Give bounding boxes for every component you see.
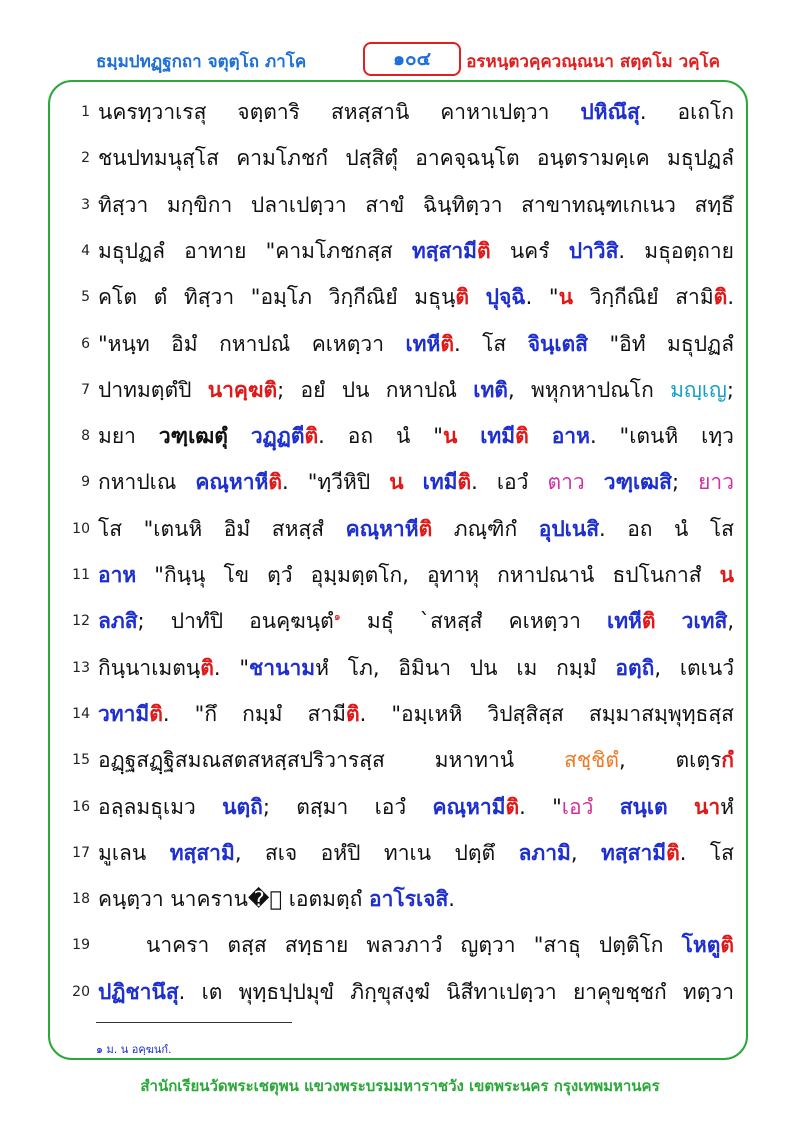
highlighted-word: ๑ <box>333 610 341 624</box>
highlighted-word: ปุจฺฉิ <box>485 285 526 310</box>
book-title: ธมฺมปทฏฺฐกถา จตุตฺโถ ภาโค <box>96 52 307 72</box>
text-line <box>48 136 748 176</box>
text-segment: , ตเตฺร <box>619 748 722 773</box>
highlighted-word: ชานาม <box>249 655 316 680</box>
highlighted-word: ติ <box>200 655 214 680</box>
text-segment: อลฺลมธุเมว <box>98 794 223 819</box>
text-segment: , <box>727 609 734 634</box>
highlighted-word: ทสฺสามี <box>411 238 478 263</box>
line-number: 6 <box>81 335 90 352</box>
text-segment: , สเจ อหํปิ ทาเน ปตฺตึ <box>234 840 519 865</box>
highlighted-word: ติ <box>149 701 163 726</box>
highlighted-word: วฑฺเฒตุํ <box>158 424 228 449</box>
highlighted-word: วฏฺฏ <box>250 424 291 449</box>
highlighted-word: ติ <box>505 794 520 819</box>
highlighted-word: โหตู <box>681 933 721 958</box>
line-number: 9 <box>81 474 90 491</box>
line-text <box>98 559 734 592</box>
text-line <box>48 368 748 408</box>
text-segment: "อิทํ มธุปฏลํ <box>587 331 734 356</box>
highlighted-word: เทมี <box>422 470 458 495</box>
text-segment: มธุํ `สหสฺสํ คเหตฺวา <box>340 609 608 634</box>
text-segment: คนฺตฺวา นาคราน�ํ เอตมตฺถํ <box>98 887 370 912</box>
text-segment: ปาทมตฺตํปิ <box>98 377 208 402</box>
text-segment: , เตเนวํ <box>654 655 734 680</box>
text-line <box>48 923 748 963</box>
highlighted-word: ยาว <box>698 470 734 495</box>
text-segment: ภณฺฑิกํ <box>432 516 539 541</box>
highlighted-word: ตี <box>290 424 305 449</box>
line-number: 20 <box>72 983 90 1000</box>
text-line <box>48 275 748 315</box>
text-segment <box>593 795 619 819</box>
footnote: ๑ ม. น อคฺฆนกํ. <box>96 1043 172 1056</box>
text-segment: . เอวํ <box>471 470 548 495</box>
line-text <box>98 791 734 824</box>
highlighted-word: คณฺหาหี <box>195 470 269 495</box>
text-segment <box>585 470 604 494</box>
page-footer: สำนักเรียนวัดพระเชตุพน แขวงพระบรมมหาราชวัง เขตพระนคร กรุงเทพมหานคร <box>140 1077 660 1095</box>
text-segment: มูเลน <box>98 840 170 865</box>
text-segment: ชนปทมนุสฺโส คามโภชกํ ปสฺสิตุํ อาคจฺฉนฺโต อนฺตรามคฺเค มธุปฏลํ <box>98 146 734 171</box>
text-segment: หํ โภ, อิมินา ปน เม กมฺมํ <box>315 655 616 680</box>
text-segment: นครํ <box>490 238 569 263</box>
highlighted-word: วทามี <box>98 701 150 726</box>
highlighted-word: ติ <box>455 285 469 310</box>
page-header <box>0 40 800 80</box>
highlighted-word: ทสฺสามี <box>601 840 667 865</box>
text-line <box>48 553 748 593</box>
highlighted-word: ติ <box>477 238 491 263</box>
text-segment: . <box>727 285 734 310</box>
line-text <box>98 837 734 870</box>
text-segment: คโต ตํ ทิสฺวา "อมฺโภ วิกฺกีณิยํ มธุนฺ <box>98 285 456 310</box>
text-line <box>48 877 748 917</box>
highlighted-word: สนฺเต <box>619 794 668 819</box>
line-number: 16 <box>72 798 90 815</box>
highlighted-word: ติ <box>515 424 529 449</box>
text-segment: . โส <box>679 840 734 865</box>
line-text <box>98 929 734 962</box>
line-number: 12 <box>72 613 90 630</box>
line-number: 4 <box>81 242 90 259</box>
line-text <box>98 976 734 1009</box>
text-segment: . "กึ กมฺมํ สามี <box>162 701 347 726</box>
highlighted-word: วฑฺเฒสิ <box>603 470 672 495</box>
text-line <box>48 460 748 500</box>
highlighted-word: อาโรเจสิ <box>369 887 449 912</box>
line-number: 8 <box>81 428 90 445</box>
text-line <box>48 692 748 732</box>
text-line <box>48 785 748 825</box>
text-line <box>48 831 748 871</box>
line-number: 5 <box>81 289 90 306</box>
highlighted-word: ติ <box>720 933 734 958</box>
line-text <box>98 96 734 129</box>
line-number: 11 <box>72 567 90 583</box>
text-line <box>48 183 748 223</box>
line-text <box>98 420 734 453</box>
highlighted-word: ติ <box>641 609 656 634</box>
text-segment: โส "เตนหิ อิมํ สหสฺสํ <box>98 516 346 541</box>
highlighted-word: อาห <box>98 563 137 587</box>
text-segment: . อถ นํ " <box>318 424 443 449</box>
line-number: 1 <box>81 104 90 120</box>
text-segment <box>656 609 682 633</box>
text-segment: วิกฺกีณิยํ สามิ <box>572 285 714 310</box>
line-number: 19 <box>72 937 90 954</box>
line-text <box>98 142 734 175</box>
text-segment <box>404 470 423 494</box>
text-segment: , พหุกหาปณโก <box>507 377 671 402</box>
highlighted-word: เอวํ <box>561 794 594 819</box>
highlighted-word: น <box>719 563 734 587</box>
highlighted-word: จินฺเตสิ <box>527 331 588 356</box>
text-segment: ; <box>726 377 734 402</box>
text-line <box>48 90 748 130</box>
text-segment: . <box>448 887 455 912</box>
line-text <box>98 883 734 916</box>
text-segment: , <box>570 840 602 865</box>
line-number: 10 <box>72 520 90 537</box>
highlighted-word: อาห <box>551 424 590 449</box>
page-number-badge: ๑๐๔ <box>363 42 461 76</box>
highlighted-word: ปฏิชานึสุ <box>98 979 179 1004</box>
text-segment: ; อยํ ปน กหาปณํ <box>277 377 474 402</box>
highlighted-word: มญฺเญ <box>670 377 727 402</box>
highlighted-word: ปหิณึสุ <box>580 100 640 124</box>
text-segment: "หนฺท อิมํ กหาปณํ คเหตฺวา <box>98 331 406 356</box>
text-line <box>48 646 748 686</box>
highlighted-word: วเทสิ <box>681 609 728 634</box>
highlighted-word: น <box>442 424 458 449</box>
highlighted-word: ลภามิ <box>518 840 571 865</box>
text-segment: . " <box>213 655 250 680</box>
text-segment <box>228 424 251 448</box>
text-line <box>48 599 748 639</box>
text-segment: มธุปฏลํ อาทาย "คามโภชกสฺส <box>98 238 412 263</box>
highlighted-word: เทหี <box>405 331 441 356</box>
text-segment: นครทฺวาเรสุ จตฺตาริ สหสฺสานิ คาหาเปตฺวา <box>98 100 581 124</box>
text-segment <box>668 795 694 819</box>
line-number: 7 <box>81 381 90 398</box>
highlighted-word: เทติ <box>473 377 508 402</box>
line-text <box>98 235 734 268</box>
highlighted-word: น <box>558 285 573 310</box>
highlighted-word: ทสฺสามิ <box>169 840 235 865</box>
highlighted-word: เทมี <box>480 424 516 449</box>
text-segment: ; <box>671 470 699 495</box>
highlighted-word: ลภสิ <box>98 609 138 634</box>
line-text <box>98 605 734 638</box>
text-segment: "กินฺนุ โข ตฺวํ อุมฺมตฺตโก, อุทาหุ กหาปณานํ ธปโนกาสํ <box>136 563 720 587</box>
highlighted-word: อุปเนสิ <box>538 516 600 541</box>
line-text <box>98 281 734 314</box>
line-text <box>98 466 734 499</box>
text-segment: . อเถโก <box>639 100 734 124</box>
text-segment: . " <box>519 794 562 819</box>
text-line <box>48 414 748 454</box>
text-segment: . " <box>525 285 559 310</box>
text-segment: . โส <box>453 331 528 356</box>
highlighted-word: ติ <box>268 470 283 495</box>
line-number: 14 <box>72 705 90 722</box>
line-text <box>98 744 734 777</box>
text-segment: . "อมฺเหหิ วิปสฺสิสฺส สมฺมาสมฺพุทฺธสฺส <box>359 701 734 726</box>
line-number: 18 <box>72 891 90 908</box>
text-line <box>48 970 748 1010</box>
highlighted-word: นา <box>694 794 721 819</box>
highlighted-word: ติ <box>418 516 433 541</box>
line-text <box>98 328 734 361</box>
text-segment: . มธุอตฺถาย <box>618 238 734 263</box>
highlighted-word: ติ <box>346 701 360 726</box>
line-number: 17 <box>72 844 90 861</box>
highlighted-word: ติ <box>713 285 728 310</box>
text-segment: มยา <box>98 424 159 449</box>
highlighted-word: ตาว <box>547 470 585 495</box>
text-line <box>48 229 748 269</box>
footnote-divider <box>96 1022 292 1023</box>
line-number: 13 <box>72 659 90 676</box>
text-segment: . "ทฺวีหิปิ <box>282 470 390 495</box>
highlighted-word: คณฺหาหี <box>345 516 419 541</box>
highlighted-word: ติ <box>304 424 319 449</box>
text-segment <box>529 424 552 448</box>
text-line <box>48 507 748 547</box>
text-segment: กหาปเณ <box>98 470 196 495</box>
line-number: 3 <box>81 196 90 213</box>
text-segment: . "เตนหิ เทฺว <box>589 424 734 449</box>
line-text <box>98 652 734 685</box>
text-segment: อฏฺฐสฏฺฐิสมณสตสหสฺสปริวารสฺส มหาทานํ <box>98 748 565 773</box>
line-text <box>98 513 734 546</box>
line-text <box>98 698 734 731</box>
text-segment <box>457 424 480 448</box>
text-segment: ; ปาทํปิ อนคฺฆนฺตํ <box>137 609 334 634</box>
highlighted-word: นตฺถิ <box>222 794 263 819</box>
highlighted-word: สชฺชิตํ <box>564 748 619 773</box>
text-segment: . อถ นํ โส <box>599 516 734 541</box>
highlighted-word: ติ <box>666 840 680 865</box>
text-line <box>48 738 748 778</box>
text-segment: ทิสฺวา มกฺขิกา ปลาเปตฺวา สาขํ ฉินฺทิตฺวา สาขาทณฺฑเกเนว สทฺธึ <box>98 192 734 217</box>
text-segment: ; ตสฺมา เอวํ <box>262 794 433 819</box>
highlighted-word: อตฺถิ <box>615 655 655 680</box>
text-segment: . เต พุทฺธปฺปมุขํ ภิกฺขุสงฺฆํ นิสีทาเปตฺวา ยาคุขชฺชกํ ทตฺวา <box>178 979 734 1004</box>
highlighted-word: ติ <box>440 331 454 356</box>
highlighted-word: กํ <box>721 748 734 773</box>
line-number: 15 <box>72 752 90 769</box>
highlighted-word: เทหี <box>607 609 642 634</box>
line-number: 2 <box>81 150 90 167</box>
text-segment: หํ <box>720 794 735 819</box>
highlighted-word: ติ <box>457 470 472 495</box>
highlighted-word: นาคฺฆติ <box>207 377 278 402</box>
highlighted-word: ปาวิสิ <box>568 238 619 263</box>
highlighted-word: คณฺหามี <box>432 794 506 819</box>
highlighted-word: น <box>389 470 404 495</box>
text-line <box>48 322 748 362</box>
text-segment: นาครา ตสฺส สทฺธาย พลวภาวํ ญตฺวา "สาธุ ปตฺติโก <box>146 933 682 958</box>
line-text <box>98 189 734 222</box>
chapter-title: อรหนฺตวคฺควณฺณนา สตฺตโม วคฺโค <box>466 52 720 72</box>
line-text <box>98 374 734 407</box>
text-segment: กินฺนาเมตนฺ <box>98 655 201 680</box>
text-segment <box>469 285 486 309</box>
